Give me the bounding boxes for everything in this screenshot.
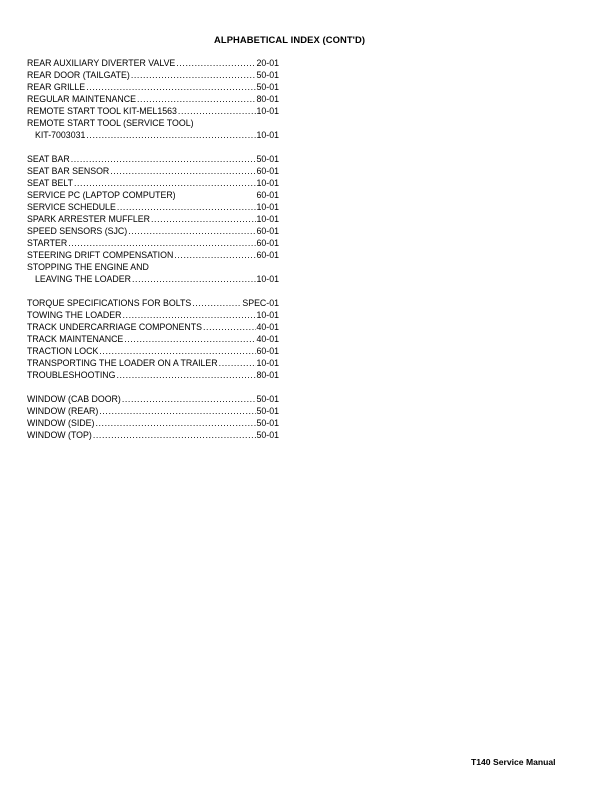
index-entry	[27, 201, 279, 213]
entry-label: KIT-7003031	[35, 130, 86, 140]
index-entry	[27, 345, 279, 357]
index-entry	[27, 405, 279, 417]
entry-page-ref: 10-01	[256, 202, 279, 212]
entry-page-ref: 60-01	[256, 166, 279, 176]
leader-dots	[192, 297, 241, 309]
entry-label: LEAVING THE LOADER	[35, 274, 131, 284]
index-group-w	[27, 393, 279, 441]
entry-page-ref: 80-01	[256, 94, 279, 104]
leader-dots	[74, 177, 256, 189]
leader-dots	[137, 93, 256, 105]
leader-dots	[128, 225, 255, 237]
entry-label: TOWING THE LOADER	[27, 310, 122, 320]
leader-dots	[99, 405, 255, 417]
entry-label: SPARK ARRESTER MUFFLER	[27, 214, 151, 224]
leader-dots	[124, 333, 255, 345]
entry-page-ref: 10-01	[256, 178, 279, 188]
entry-label: TRACTION LOCK	[27, 346, 99, 356]
index-entry	[27, 309, 279, 321]
index-entry	[27, 333, 279, 345]
index-entry	[27, 297, 279, 309]
entry-label: REAR GRILLE	[27, 82, 86, 92]
leader-dots	[151, 213, 255, 225]
leader-dots	[110, 165, 255, 177]
leader-dots	[132, 273, 256, 285]
entry-page-ref: 10-01	[256, 106, 279, 116]
index-entry	[27, 357, 279, 369]
page-title: ALPHABETICAL INDEX (CONT'D)	[214, 34, 366, 45]
entry-page-ref: 50-01	[256, 418, 279, 428]
index-entry	[27, 417, 279, 429]
index-group-s	[27, 153, 279, 285]
entry-label: TORQUE SPECIFICATIONS FOR BOLTS	[27, 298, 192, 308]
leader-dots	[117, 201, 256, 213]
entry-label: REMOTE START TOOL (SERVICE TOOL)	[27, 118, 194, 128]
leader-dots	[131, 69, 256, 81]
entry-page-ref: 20-01	[256, 58, 279, 68]
entry-label: TRANSPORTING THE LOADER ON A TRAILER	[27, 358, 218, 368]
index-entry	[27, 153, 279, 165]
entry-label: SPEED SENSORS (SJC)	[27, 226, 128, 236]
entry-label: SEAT BELT	[27, 178, 73, 188]
alphabetical-index-list	[27, 57, 279, 453]
index-group-r	[27, 57, 279, 141]
index-entry	[27, 177, 279, 189]
index-entry	[27, 57, 279, 69]
index-entry	[27, 393, 279, 405]
entry-label: WINDOW (TOP)	[27, 430, 92, 440]
leader-dots	[68, 237, 255, 249]
entry-page-ref: 40-01	[256, 322, 279, 332]
footer-manual-name: T140 Service Manual	[471, 757, 556, 767]
leader-dots	[174, 249, 255, 261]
index-entry	[27, 249, 279, 261]
entry-page-ref: 60-01	[256, 238, 279, 248]
leader-dots	[203, 321, 256, 333]
entry-page-ref: 10-01	[256, 274, 279, 284]
index-entry	[27, 321, 279, 333]
index-entry	[27, 165, 279, 177]
index-entry	[27, 261, 279, 273]
entry-label: STARTER	[27, 238, 68, 248]
entry-page-ref: SPEC-01	[242, 298, 279, 308]
entry-page-ref: 50-01	[256, 154, 279, 164]
entry-page-ref: 50-01	[256, 406, 279, 416]
entry-page-ref: 60-01	[256, 190, 279, 200]
entry-page-ref: 10-01	[256, 310, 279, 320]
leader-dots	[71, 153, 256, 165]
entry-page-ref: 60-01	[256, 226, 279, 236]
leader-dots	[99, 345, 255, 357]
entry-label: STOPPING THE ENGINE AND	[27, 262, 149, 272]
entry-label: SEAT BAR	[27, 154, 70, 164]
entry-label: TROUBLESHOOTING	[27, 370, 116, 380]
entry-label: TRACK UNDERCARRIAGE COMPONENTS	[27, 322, 202, 332]
entry-page-ref: 40-01	[256, 334, 279, 344]
entry-label: REGULAR MAINTENANCE	[27, 94, 136, 104]
leader-dots	[122, 393, 256, 405]
entry-page-ref: 10-01	[256, 358, 279, 368]
entry-page-ref: 50-01	[256, 430, 279, 440]
index-entry	[27, 225, 279, 237]
leader-dots	[176, 57, 255, 69]
leader-dots	[95, 417, 255, 429]
entry-label: STEERING DRIFT COMPENSATION	[27, 250, 174, 260]
leader-dots	[116, 369, 255, 381]
index-entry	[27, 129, 279, 141]
index-entry	[27, 93, 279, 105]
entry-label: WINDOW (REAR)	[27, 406, 99, 416]
index-group-t	[27, 297, 279, 381]
leader-dots	[86, 129, 255, 141]
entry-page-ref: 50-01	[256, 82, 279, 92]
index-entry	[27, 369, 279, 381]
entry-label: REMOTE START TOOL KIT-MEL1563	[27, 106, 177, 116]
index-entry	[27, 105, 279, 117]
entry-label: REAR AUXILIARY DIVERTER VALVE	[27, 58, 176, 68]
index-entry	[27, 69, 279, 81]
entry-label: TRACK MAINTENANCE	[27, 334, 124, 344]
entry-label: WINDOW (SIDE)	[27, 418, 95, 428]
entry-page-ref: 10-01	[256, 214, 279, 224]
index-entry	[27, 213, 279, 225]
entry-label: SERVICE SCHEDULE	[27, 202, 116, 212]
entry-page-ref: 60-01	[256, 250, 279, 260]
index-entry	[27, 189, 279, 201]
index-entry	[27, 117, 279, 129]
leader-dots	[93, 429, 256, 441]
index-entry	[27, 81, 279, 93]
entry-label: SERVICE PC (LAPTOP COMPUTER)	[27, 190, 176, 200]
entry-label: SEAT BAR SENSOR	[27, 166, 110, 176]
leader-dots	[178, 105, 256, 117]
entry-label: WINDOW (CAB DOOR)	[27, 394, 121, 404]
entry-page-ref: 50-01	[256, 394, 279, 404]
leader-dots	[123, 309, 256, 321]
entry-page-ref: 80-01	[256, 370, 279, 380]
leader-dots	[86, 81, 255, 93]
entry-label: REAR DOOR (TAILGATE)	[27, 70, 130, 80]
entry-page-ref: 50-01	[256, 70, 279, 80]
index-entry	[27, 429, 279, 441]
index-entry	[27, 273, 279, 285]
entry-page-ref: 60-01	[256, 346, 279, 356]
leader-dots	[219, 357, 256, 369]
index-entry	[27, 237, 279, 249]
entry-page-ref: 10-01	[256, 130, 279, 140]
